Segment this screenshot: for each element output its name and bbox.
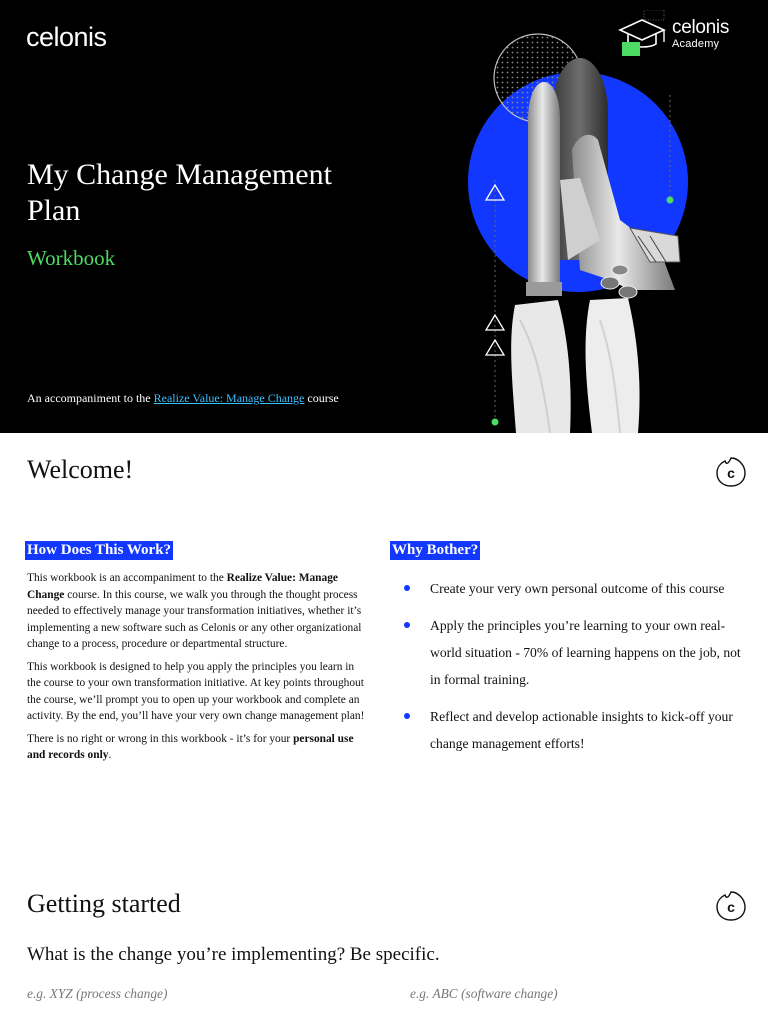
c-badge-icon xyxy=(714,889,748,923)
how-p3-rest: . xyxy=(108,749,112,761)
how-p3-bold: personal use and records only xyxy=(27,732,354,761)
change-question: What is the change you’re implementing? Be specific. xyxy=(27,944,440,965)
why-heading: Why Bother? xyxy=(392,542,479,558)
celonis-academy-logo xyxy=(618,10,729,58)
accompaniment-line xyxy=(27,390,339,406)
example-software-change[interactable]: e.g. ABC (software change) xyxy=(410,986,558,1001)
list-item xyxy=(400,612,745,693)
getting-started-title: Getting started xyxy=(27,889,181,918)
how-paragraph-1 xyxy=(27,570,370,653)
bullet-icon xyxy=(404,585,410,591)
accompaniment-suffix: course xyxy=(304,391,339,405)
celonis-logo xyxy=(26,22,107,53)
how-body xyxy=(27,570,370,770)
list-item xyxy=(400,703,745,757)
how-p1-text: This workbook is an accompaniment to the xyxy=(27,572,227,584)
svg-text:c: c xyxy=(727,899,735,915)
green-dot-shape xyxy=(667,197,674,204)
how-p1-bold: Realize Value: Manage Change xyxy=(27,572,338,601)
example-process-change[interactable]: e.g. XYZ (process change) xyxy=(27,986,168,1001)
course-link[interactable]: Realize Value: Manage Change xyxy=(153,391,305,405)
welcome-title: Welcome! xyxy=(27,455,134,484)
academy-cap-icon xyxy=(618,10,666,58)
how-paragraph-2: This workbook is designed to help you apply the principles you learn in the course to your own transformation initiative. At key points throughout the course, we’ll prompt you to open up your workbook and complete an activity. By the end, you’ll have your very own change management plan! xyxy=(27,660,365,722)
c-badge-icon xyxy=(714,455,748,489)
why-bullet-text: Create your very own personal outcome of this course xyxy=(430,581,725,596)
why-bullet-text: Reflect and develop actionable insights to kick-off your change management efforts! xyxy=(430,709,733,751)
how-paragraph-3 xyxy=(27,731,370,764)
how-p3-text: There is no right or wrong in this workbook - it’s for your xyxy=(27,732,294,745)
svg-text:c: c xyxy=(727,465,735,481)
why-list xyxy=(400,575,745,767)
why-bullet-text: Apply the principles you’re learning to your own real-world situation - 70% of learning happens on the job, not in formal training. xyxy=(430,618,741,687)
rocket-illustration xyxy=(460,0,768,433)
accompaniment-prefix: An accompaniment to the xyxy=(27,391,154,405)
bullet-icon xyxy=(404,622,410,628)
celonis-wordmark: celonis xyxy=(26,22,107,52)
list-item xyxy=(400,575,745,602)
page-title: My Change Management Plan xyxy=(27,158,332,227)
academy-wordmark: celonis xyxy=(672,17,730,38)
how-p1-rest: course. In this course, we walk you through the thought process needed to effectively manage your transformation initiatives, whether it’s implementing a new software such as Celonis or any other organizational change to a process, procedure or departmental structure. xyxy=(27,588,362,650)
academy-sub: Academy xyxy=(672,38,720,50)
page-subtitle: Workbook xyxy=(27,246,116,270)
bullet-icon xyxy=(404,713,410,719)
hero-banner xyxy=(0,0,768,433)
how-heading: How Does This Work? xyxy=(27,542,172,558)
